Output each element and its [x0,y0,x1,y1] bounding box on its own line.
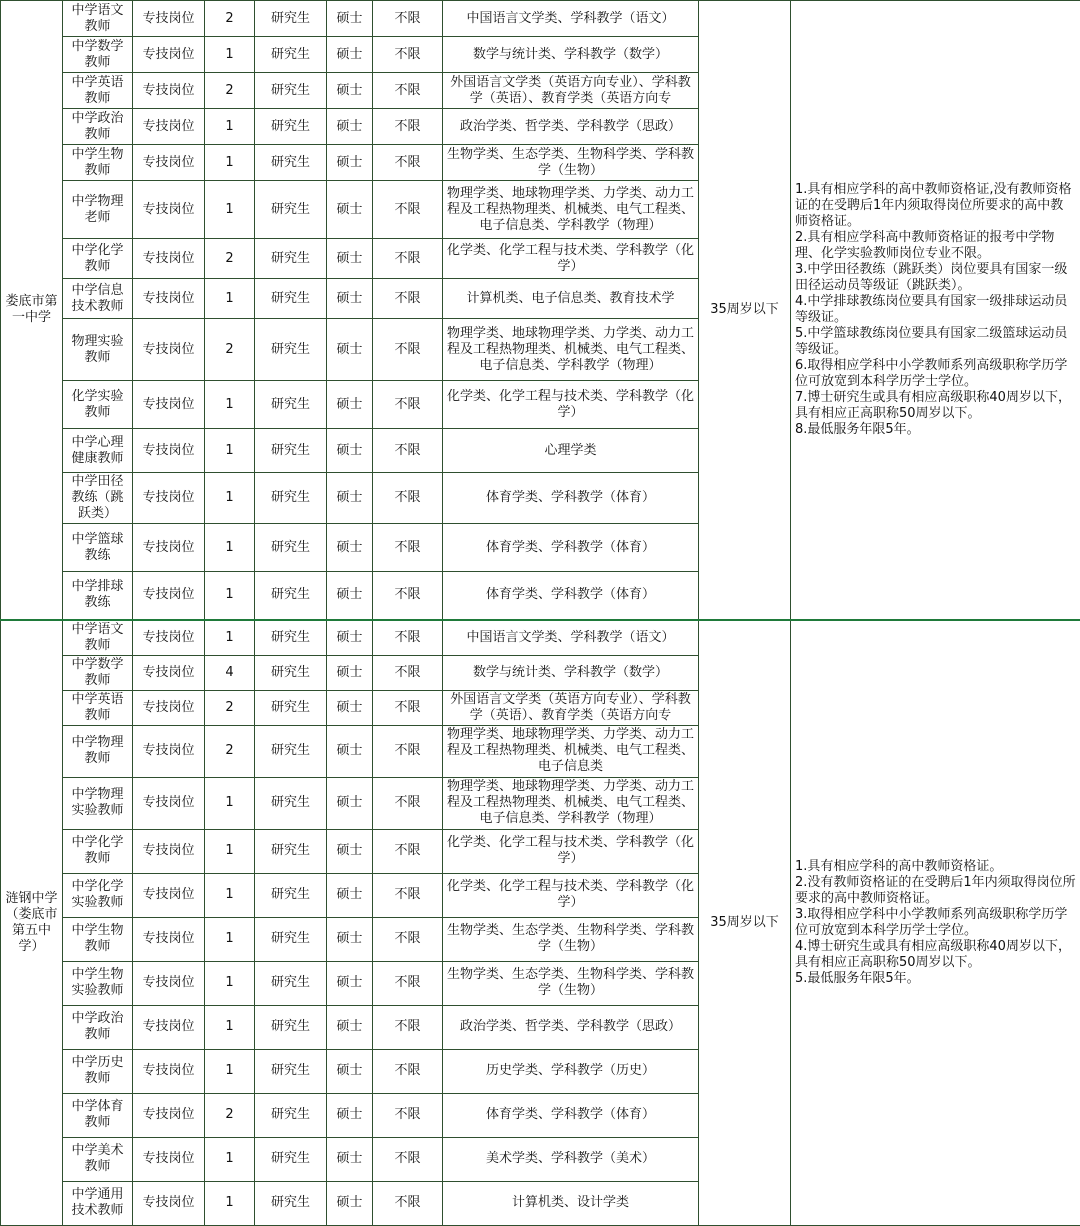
degree-cell: 硕士 [327,239,373,279]
post-type-cell: 专技岗位 [133,690,205,725]
position-cell: 中学心理健康教师 [63,429,133,473]
major-cell: 化学类、化学工程与技术类、学科教学（化学） [443,829,699,873]
education-cell: 研究生 [255,1137,327,1181]
unit-name-cell: 涟钢中学（娄底市第五中学） [1,620,63,1226]
major-cell: 心理学类 [443,429,699,473]
post-type-cell: 专技岗位 [133,319,205,381]
limit-cell: 不限 [373,1181,443,1225]
post-type-cell: 专技岗位 [133,73,205,109]
position-cell: 中学语文教师 [63,620,133,656]
limit-cell: 不限 [373,961,443,1005]
major-cell: 物理学类、地球物理学类、力学类、动力工程及工程热物理类、机械类、电气工程类、电子信息类、学科教学（物理） [443,319,699,381]
education-cell: 研究生 [255,917,327,961]
headcount-cell: 1 [205,829,255,873]
headcount-cell: 2 [205,239,255,279]
position-cell: 物理实验教师 [63,319,133,381]
headcount-cell: 2 [205,690,255,725]
position-cell: 中学田径教练（跳跃类） [63,473,133,524]
education-cell: 研究生 [255,319,327,381]
post-type-cell: 专技岗位 [133,873,205,917]
degree-cell: 硕士 [327,620,373,656]
headcount-cell: 2 [205,1093,255,1137]
requirement-line: 1.具有相应学科的高中教师资格证。 [795,859,1076,875]
headcount-cell: 1 [205,620,255,656]
requirement-line: 5.最低服务年限5年。 [795,971,1076,987]
education-cell: 研究生 [255,381,327,429]
education-cell: 研究生 [255,572,327,620]
major-cell: 生物学类、生态学类、生物科学类、学科教学（生物） [443,917,699,961]
headcount-cell: 2 [205,319,255,381]
position-cell: 中学数学教师 [63,655,133,690]
education-cell: 研究生 [255,181,327,239]
education-cell: 研究生 [255,73,327,109]
requirement-line: 4.博士研究生或具有相应高级职称40周岁以下，具有相应正高职称50周岁以下。 [795,939,1076,971]
major-cell: 化学类、化学工程与技术类、学科教学（化学） [443,873,699,917]
position-cell: 中学篮球教练 [63,524,133,572]
major-cell: 政治学类、哲学类、学科教学（思政） [443,1005,699,1049]
limit-cell: 不限 [373,777,443,829]
post-type-cell: 专技岗位 [133,572,205,620]
major-cell: 数学与统计类、学科教学（数学） [443,655,699,690]
post-type-cell: 专技岗位 [133,917,205,961]
headcount-cell: 1 [205,381,255,429]
headcount-cell: 1 [205,109,255,145]
post-type-cell: 专技岗位 [133,1,205,37]
headcount-cell: 1 [205,1137,255,1181]
degree-cell: 硕士 [327,777,373,829]
major-cell: 体育学类、学科教学（体育） [443,572,699,620]
limit-cell: 不限 [373,73,443,109]
major-cell: 生物学类、生态学类、生物科学类、学科教学（生物） [443,145,699,181]
major-cell: 体育学类、学科教学（体育） [443,524,699,572]
limit-cell: 不限 [373,1093,443,1137]
headcount-cell: 1 [205,1005,255,1049]
post-type-cell: 专技岗位 [133,429,205,473]
degree-cell: 硕士 [327,1,373,37]
education-cell: 研究生 [255,279,327,319]
education-cell: 研究生 [255,429,327,473]
position-cell: 中学物理教师 [63,725,133,777]
headcount-cell: 1 [205,279,255,319]
post-type-cell: 专技岗位 [133,961,205,1005]
education-cell: 研究生 [255,829,327,873]
headcount-cell: 1 [205,873,255,917]
education-cell: 研究生 [255,524,327,572]
education-cell: 研究生 [255,109,327,145]
position-cell: 中学政治教师 [63,1005,133,1049]
limit-cell: 不限 [373,572,443,620]
post-type-cell: 专技岗位 [133,1181,205,1225]
position-cell: 中学物理实验教师 [63,777,133,829]
degree-cell: 硕士 [327,572,373,620]
unit-name-cell: 娄底市第一中学 [1,1,63,620]
requirement-line: 4.中学排球教练岗位要具有国家一级排球运动员等级证。 [795,294,1076,326]
limit-cell: 不限 [373,917,443,961]
limit-cell: 不限 [373,1,443,37]
post-type-cell: 专技岗位 [133,109,205,145]
degree-cell: 硕士 [327,1049,373,1093]
position-cell: 中学美术教师 [63,1137,133,1181]
headcount-cell: 1 [205,777,255,829]
position-cell: 中学历史教师 [63,1049,133,1093]
degree-cell: 硕士 [327,473,373,524]
major-cell: 外国语言文学类（英语方向专业）、学科教学（英语）、教育学类（英语方向专 [443,73,699,109]
position-cell: 中学信息技术教师 [63,279,133,319]
major-cell: 政治学类、哲学类、学科教学（思政） [443,109,699,145]
major-cell: 美术学类、学科教学（美术） [443,1137,699,1181]
headcount-cell: 1 [205,473,255,524]
major-cell: 计算机类、设计学类 [443,1181,699,1225]
position-cell: 中学政治教师 [63,109,133,145]
major-cell: 物理学类、地球物理学类、力学类、动力工程及工程热物理类、机械类、电气工程类、电子信息类、学科教学（物理） [443,777,699,829]
education-cell: 研究生 [255,37,327,73]
position-cell: 中学体育教师 [63,1093,133,1137]
position-cell: 中学化学教师 [63,829,133,873]
limit-cell: 不限 [373,655,443,690]
degree-cell: 硕士 [327,524,373,572]
education-cell: 研究生 [255,473,327,524]
degree-cell: 硕士 [327,1181,373,1225]
limit-cell: 不限 [373,1049,443,1093]
headcount-cell: 1 [205,524,255,572]
headcount-cell: 1 [205,1181,255,1225]
post-type-cell: 专技岗位 [133,1137,205,1181]
post-type-cell: 专技岗位 [133,829,205,873]
limit-cell: 不限 [373,873,443,917]
headcount-cell: 2 [205,725,255,777]
degree-cell: 硕士 [327,1093,373,1137]
requirement-line: 2.具有相应学科高中教师资格证的报考中学物理、化学实验教师岗位专业不限。 [795,230,1076,262]
degree-cell: 硕士 [327,37,373,73]
age-requirement-cell: 35周岁以下 [699,1,791,620]
post-type-cell: 专技岗位 [133,145,205,181]
requirement-line: 6.取得相应学科中小学教师系列高级职称学历学位可放宽到本科学历学士学位。 [795,358,1076,390]
degree-cell: 硕士 [327,690,373,725]
major-cell: 化学类、化学工程与技术类、学科教学（化学） [443,381,699,429]
post-type-cell: 专技岗位 [133,1093,205,1137]
position-cell: 中学数学教师 [63,37,133,73]
education-cell: 研究生 [255,1181,327,1225]
position-cell: 中学生物教师 [63,917,133,961]
major-cell: 历史学类、学科教学（历史） [443,1049,699,1093]
limit-cell: 不限 [373,145,443,181]
post-type-cell: 专技岗位 [133,1005,205,1049]
major-cell: 中国语言文学类、学科教学（语文） [443,1,699,37]
limit-cell: 不限 [373,429,443,473]
position-cell: 中学英语教师 [63,690,133,725]
major-cell: 计算机类、电子信息类、教育技术学 [443,279,699,319]
education-cell: 研究生 [255,1,327,37]
post-type-cell: 专技岗位 [133,725,205,777]
headcount-cell: 1 [205,1049,255,1093]
headcount-cell: 2 [205,73,255,109]
post-type-cell: 专技岗位 [133,279,205,319]
limit-cell: 不限 [373,1005,443,1049]
education-cell: 研究生 [255,873,327,917]
post-type-cell: 专技岗位 [133,777,205,829]
degree-cell: 硕士 [327,873,373,917]
education-cell: 研究生 [255,725,327,777]
position-cell: 中学化学实验教师 [63,873,133,917]
position-cell: 中学化学教师 [63,239,133,279]
post-type-cell: 专技岗位 [133,381,205,429]
requirement-line: 8.最低服务年限5年。 [795,422,1076,438]
position-cell: 化学实验教师 [63,381,133,429]
limit-cell: 不限 [373,239,443,279]
degree-cell: 硕士 [327,829,373,873]
degree-cell: 硕士 [327,1137,373,1181]
degree-cell: 硕士 [327,73,373,109]
limit-cell: 不限 [373,381,443,429]
education-cell: 研究生 [255,961,327,1005]
limit-cell: 不限 [373,37,443,73]
position-cell: 中学物理老师 [63,181,133,239]
education-cell: 研究生 [255,145,327,181]
post-type-cell: 专技岗位 [133,37,205,73]
requirement-line: 2.没有教师资格证的在受聘后1年内须取得岗位所要求的高中教师资格证。 [795,875,1076,907]
education-cell: 研究生 [255,1049,327,1093]
degree-cell: 硕士 [327,381,373,429]
post-type-cell: 专技岗位 [133,181,205,239]
degree-cell: 硕士 [327,279,373,319]
headcount-cell: 1 [205,37,255,73]
position-cell: 中学英语教师 [63,73,133,109]
degree-cell: 硕士 [327,429,373,473]
major-cell: 生物学类、生态学类、生物科学类、学科教学（生物） [443,961,699,1005]
other-requirements-cell [791,620,1080,1226]
headcount-cell: 2 [205,1,255,37]
degree-cell: 硕士 [327,145,373,181]
post-type-cell: 专技岗位 [133,473,205,524]
degree-cell: 硕士 [327,961,373,1005]
degree-cell: 硕士 [327,1005,373,1049]
limit-cell: 不限 [373,524,443,572]
major-cell: 化学类、化学工程与技术类、学科教学（化学） [443,239,699,279]
table-row [1,1,1080,37]
limit-cell: 不限 [373,1137,443,1181]
post-type-cell: 专技岗位 [133,524,205,572]
position-cell: 中学生物实验教师 [63,961,133,1005]
limit-cell: 不限 [373,725,443,777]
major-cell: 物理学类、地球物理学类、力学类、动力工程及工程热物理类、机械类、电气工程类、电子信息类 [443,725,699,777]
headcount-cell: 1 [205,429,255,473]
requirement-line: 5.中学篮球教练岗位要具有国家二级篮球运动员等级证。 [795,326,1076,358]
education-cell: 研究生 [255,655,327,690]
limit-cell: 不限 [373,473,443,524]
degree-cell: 硕士 [327,181,373,239]
limit-cell: 不限 [373,109,443,145]
limit-cell: 不限 [373,690,443,725]
requirement-line: 7.博士研究生或具有相应高级职称40周岁以下，具有相应正高职称50周岁以下。 [795,390,1076,422]
headcount-cell: 1 [205,145,255,181]
education-cell: 研究生 [255,620,327,656]
education-cell: 研究生 [255,1093,327,1137]
position-cell: 中学排球教练 [63,572,133,620]
other-requirements-cell [791,1,1080,620]
headcount-cell: 1 [205,181,255,239]
requirement-line: 1.具有相应学科的高中教师资格证,没有教师资格证的在受聘后1年内须取得岗位所要求的高中教师资格证。 [795,182,1076,230]
post-type-cell: 专技岗位 [133,239,205,279]
major-cell: 外国语言文学类（英语方向专业）、学科教学（英语）、教育学类（英语方向专 [443,690,699,725]
limit-cell: 不限 [373,279,443,319]
major-cell: 体育学类、学科教学（体育） [443,473,699,524]
requirement-line: 3.中学田径教练（跳跃类）岗位要具有国家一级田径运动员等级证（跳跃类）。 [795,262,1076,294]
degree-cell: 硕士 [327,655,373,690]
position-cell: 中学生物教师 [63,145,133,181]
headcount-cell: 4 [205,655,255,690]
headcount-cell: 1 [205,917,255,961]
post-type-cell: 专技岗位 [133,620,205,656]
major-cell: 中国语言文学类、学科教学（语文） [443,620,699,656]
age-requirement-cell: 35周岁以下 [699,620,791,1226]
major-cell: 数学与统计类、学科教学（数学） [443,37,699,73]
headcount-cell: 1 [205,572,255,620]
degree-cell: 硕士 [327,109,373,145]
limit-cell: 不限 [373,829,443,873]
headcount-cell: 1 [205,961,255,1005]
table-body [1,1,1080,1226]
table-row [1,620,1080,656]
limit-cell: 不限 [373,620,443,656]
degree-cell: 硕士 [327,319,373,381]
limit-cell: 不限 [373,181,443,239]
major-cell: 物理学类、地球物理学类、力学类、动力工程及工程热物理类、机械类、电气工程类、电子信息类、学科教学（物理） [443,181,699,239]
degree-cell: 硕士 [327,725,373,777]
position-cell: 中学语文教师 [63,1,133,37]
requirement-line: 3.取得相应学科中小学教师系列高级职称学历学位可放宽到本科学历学士学位。 [795,907,1076,939]
education-cell: 研究生 [255,239,327,279]
post-type-cell: 专技岗位 [133,655,205,690]
degree-cell: 硕士 [327,917,373,961]
education-cell: 研究生 [255,690,327,725]
limit-cell: 不限 [373,319,443,381]
education-cell: 研究生 [255,777,327,829]
position-cell: 中学通用技术教师 [63,1181,133,1225]
education-cell: 研究生 [255,1005,327,1049]
post-type-cell: 专技岗位 [133,1049,205,1093]
major-cell: 体育学类、学科教学（体育） [443,1093,699,1137]
